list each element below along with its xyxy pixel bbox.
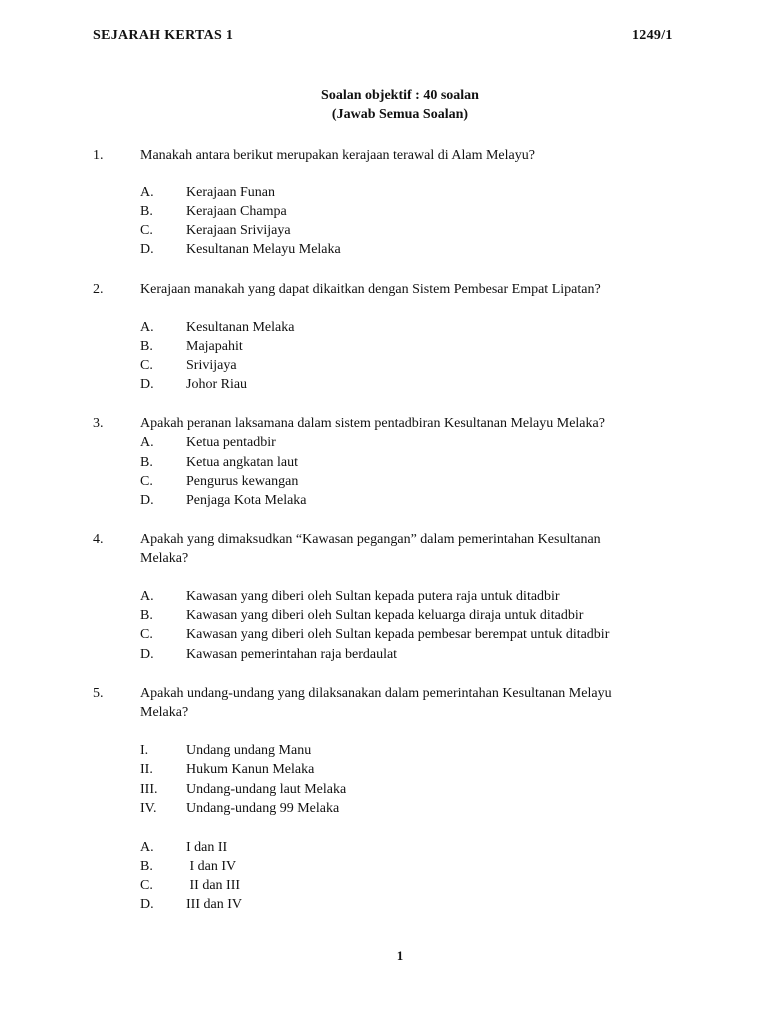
statement-label: IV. [140,801,157,816]
question-number: 2. [93,282,104,297]
statement-text: Hukum Kanun Melaka [186,762,315,777]
option-text: Kawasan yang diberi oleh Sultan kepada putera raja untuk ditadbir [186,589,560,604]
option-label: C. [140,474,153,489]
statement-label: III. [140,782,158,797]
option-label: A. [140,589,154,604]
option-text: Penjaga Kota Melaka [186,493,307,508]
question-number: 4. [93,532,104,547]
option-text: II dan III [186,878,241,893]
option-label: B. [140,204,153,219]
option-label: B. [140,455,153,470]
option-label: D. [140,242,154,257]
option-text: Ketua pentadbir [186,435,276,450]
option-text: Ketua angkatan laut [186,455,298,470]
option-text: I dan II [186,840,228,855]
option-text: Pengurus kewangan [186,474,299,489]
statement-text: Undang undang Manu [186,743,312,758]
option-label: C. [140,878,153,893]
statement-label: II. [140,762,153,777]
option-label: C. [140,223,153,238]
option-label: C. [140,358,153,373]
option-text: Kesultanan Melayu Melaka [186,242,341,257]
option-text: I dan IV [186,859,237,874]
option-text: Kerajaan Champa [186,204,287,219]
question-text: Melaka? [140,551,189,566]
option-text: III dan IV [186,897,242,912]
question-number: 1. [93,148,104,163]
option-text: Srivijaya [186,358,237,373]
question-text: Melaka? [140,705,189,720]
option-text: Majapahit [186,339,243,354]
statement-label: I. [140,743,149,758]
section-title: Soalan objektif : 40 soalan [321,88,479,103]
question-number: 5. [93,686,104,701]
statement-text: Undang-undang laut Melaka [186,782,347,797]
section-instruction: (Jawab Semua Soalan) [331,107,469,122]
option-label: C. [140,627,153,642]
option-text: Kawasan pemerintahan raja berdaulat [186,647,398,662]
option-label: A. [140,435,154,450]
option-label: D. [140,897,154,912]
option-label: A. [140,320,154,335]
option-text: Kerajaan Srivijaya [186,223,291,238]
subject-header: SEJARAH KERTAS 1 [93,28,234,43]
question-text: Apakah peranan laksamana dalam sistem pentadbiran Kesultanan Melayu Melaka? [140,416,605,431]
paper-code: 1249/1 [632,28,673,43]
option-label: B. [140,859,153,874]
option-text: Kawasan yang diberi oleh Sultan kepada pembesar berempat untuk ditadbir [186,627,610,642]
option-label: D. [140,377,154,392]
option-label: A. [140,840,154,855]
option-text: Kawasan yang diberi oleh Sultan kepada keluarga diraja untuk ditadbir [186,608,584,623]
option-text: Kesultanan Melaka [186,320,295,335]
statement-text: Undang-undang 99 Melaka [186,801,340,816]
question-text: Manakah antara berikut merupakan kerajaan terawal di Alam Melayu? [140,148,535,163]
option-label: A. [140,185,154,200]
option-text: Johor Riau [186,377,248,392]
option-label: B. [140,608,153,623]
option-label: B. [140,339,153,354]
question-text: Kerajaan manakah yang dapat dikaitkan dengan Sistem Pembesar Empat Lipatan? [140,282,601,297]
question-text: Apakah yang dimaksudkan “Kawasan pegangan” dalam pemerintahan Kesultanan [140,532,601,547]
option-label: D. [140,647,154,662]
question-number: 3. [93,416,104,431]
option-label: D. [140,493,154,508]
question-text: Apakah undang-undang yang dilaksanakan dalam pemerintahan Kesultanan Melayu [140,686,612,701]
option-text: Kerajaan Funan [186,185,276,200]
page-number: 1 [396,948,404,963]
